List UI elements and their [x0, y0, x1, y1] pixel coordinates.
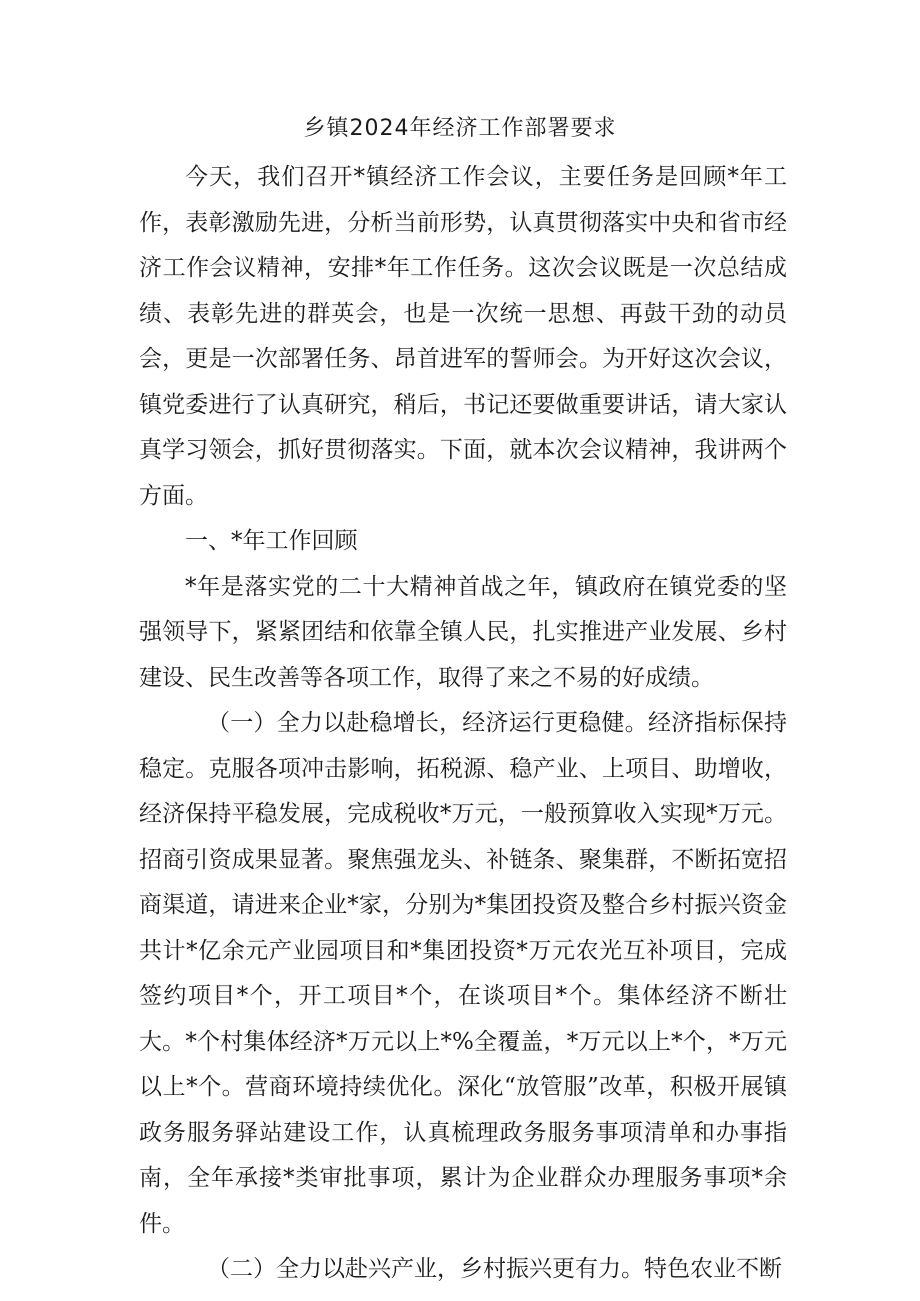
subsection-stable-growth-paragraph: （一）全力以赴稳增长，经济运行更稳健。经济指标保持稳定。克服各项冲击影响，拓税源、稳产业、上项目、助增收，经济保持平稳发展，完成税收*万元，一般预算收入实现*万元。招商引资成果显著。聚焦强龙头、补链条、聚集群，不断拓宽招商渠道，请进来企业*家，分别为*集团投资及整合乡村振兴资金共计*亿余元产业园项目和*集团投资*万元农光互补项目，完成签约项目*个，开工项目*个，在谈项目*个。集体经济不断壮大。*个村集体经济*万元以上*%全覆盖，*万元以上*个，*万元以上*个。营商环境持续优化。深化“放管服”改革，积极开展镇政务服务驿站建设工作，认真梳理政务服务事项清单和办事指南，全年承接*类审批事项，累计为企业群众办理服务事项*余件。	[139, 710, 787, 1237]
document-body	[139, 155, 787, 1293]
subsection-industry-paragraph: （二）全力以赴兴产业，乡村振兴更有力。特色农业不断	[207, 1256, 782, 1282]
document-title: 乡镇2024年经济工作部署要求	[303, 116, 617, 141]
review-summary-paragraph: *年是落实党的二十大精神首战之年，镇政府在镇党委的坚强领导下，紧紧团结和依靠全镇人民，扎实推进产业发展、乡村建设、民生改善等各项工作，取得了来之不易的好成绩。	[139, 573, 787, 691]
intro-paragraph: 今天，我们召开*镇经济工作会议，主要任务是回顾*年工作，表彰激励先进，分析当前形势，认真贯彻落实中央和省市经济工作会议精神，安排*年工作任务。这次会议既是一次总结成绩、表彰先进的群英会，也是一次统一思想、再鼓干劲的动员会，更是一次部署任务、昂首进军的誓师会。为开好这次会议，镇党委进行了认真研究，稍后，书记还要做重要讲话，请大家认真学习领会，抓好贯彻落实。下面，就本次会议精神，我讲两个方面。	[139, 164, 787, 509]
section-heading-review: 一、*年工作回顾	[185, 528, 358, 554]
